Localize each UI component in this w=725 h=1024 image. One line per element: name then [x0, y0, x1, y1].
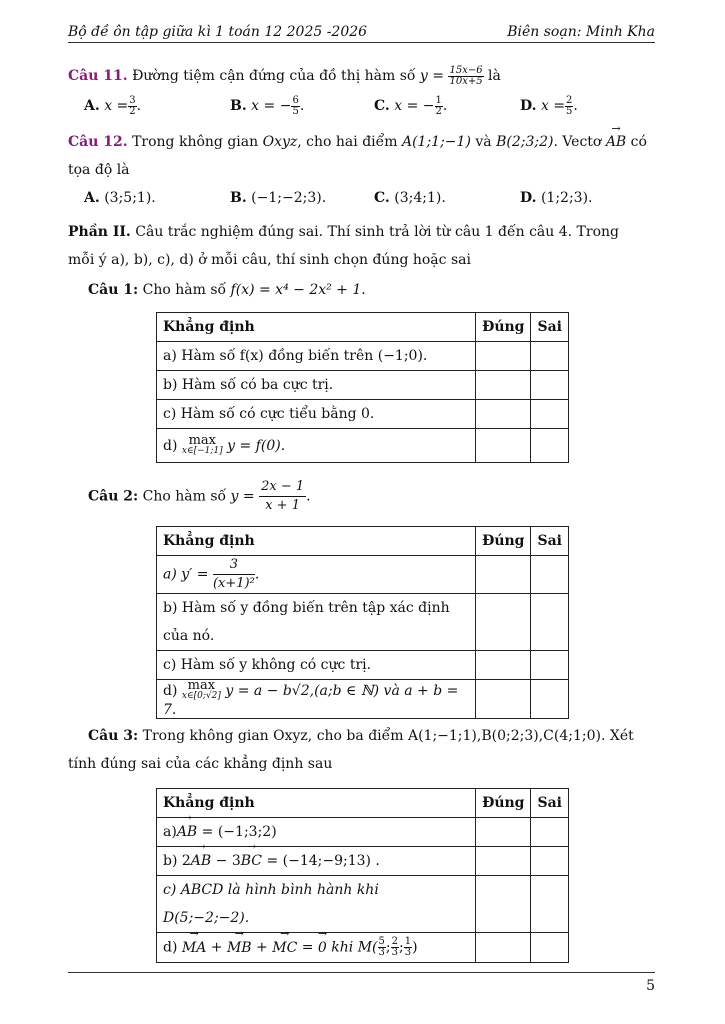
- option-b[interactable]: [230, 184, 326, 212]
- close-paren: ): [412, 939, 418, 956]
- point-b: B(2;3;2): [496, 134, 554, 150]
- numerator: 2: [566, 94, 573, 106]
- denominator: 2: [435, 105, 442, 117]
- denominator: 5: [292, 105, 299, 117]
- numerator: 2: [391, 936, 398, 947]
- option-letter: C.: [374, 98, 390, 114]
- vector-ab: → AB: [606, 128, 626, 156]
- numerator: 1: [435, 94, 442, 106]
- option-letter: D.: [520, 98, 537, 114]
- statement-line: D(5;−2;−2).: [163, 910, 250, 926]
- formula: f(x) = x⁴ − 2x² + 1.: [230, 282, 366, 298]
- table-cau-3: [156, 788, 569, 963]
- option-letter: D.: [520, 190, 537, 206]
- question-label: Câu 12.: [68, 134, 128, 150]
- option-c[interactable]: C. x = − $\frac{1}{2}$ .: [374, 94, 448, 117]
- false-cell[interactable]: [531, 429, 569, 463]
- table-row: [157, 680, 569, 719]
- question-text: có: [630, 134, 647, 150]
- numerator: 6: [292, 94, 299, 106]
- row-prefix: b) 2: [163, 853, 191, 869]
- question-label: Câu 11.: [68, 68, 128, 84]
- row-prefix: a): [163, 824, 177, 840]
- header-author: Biên soạn: Minh Kha: [507, 24, 655, 40]
- condition-text: khi M(: [326, 939, 378, 956]
- fraction: [213, 556, 255, 593]
- denominator: 5: [566, 105, 573, 117]
- fraction: [259, 478, 306, 515]
- statement-c: c) Hàm số có cực tiểu bằng 0.: [157, 400, 476, 429]
- point-a: A(1;1;−1): [401, 134, 471, 150]
- question-text: Đường tiệm cận đứng của đồ thị hàm số: [132, 68, 416, 84]
- fraction: [291, 96, 299, 117]
- table-row: [157, 400, 569, 429]
- true-cell[interactable]: [476, 876, 531, 933]
- row-prefix: a) y′ =: [163, 566, 209, 583]
- false-cell[interactable]: [531, 371, 569, 400]
- row-formula: y = a − b√2,(a;b ∈ ℕ) và a + b = 7.: [163, 683, 459, 718]
- max-operator: [182, 680, 221, 702]
- row-prefix: d): [163, 683, 178, 699]
- fraction: [448, 66, 483, 87]
- false-cell[interactable]: [531, 876, 569, 933]
- numerator: 15x−6: [449, 64, 483, 76]
- max-label: max: [188, 432, 216, 448]
- vector-mb: → MB: [227, 940, 252, 956]
- question-text: Cho hàm số: [142, 282, 227, 298]
- question-12-options: [68, 184, 658, 212]
- option-c[interactable]: [374, 184, 446, 212]
- true-cell[interactable]: [476, 556, 531, 594]
- vector-ab: → AB: [191, 853, 211, 869]
- numerator: 1: [404, 936, 412, 947]
- question-text: Trong không gian Oxyz, cho ba điểm A(1;−1;1),B(0;2;3),C(4;1;0). Xét: [142, 728, 634, 744]
- max-operator: [181, 432, 223, 457]
- option-b[interactable]: B. x = − $\frac{6}{5}$ .: [230, 94, 305, 117]
- header-title: Bộ đề ôn tập giữa kì 1 toán 12 2025 -2026: [68, 24, 368, 40]
- true-cell[interactable]: [476, 342, 531, 371]
- page-number: 5: [646, 978, 655, 994]
- operator: − 3: [211, 853, 241, 869]
- true-cell[interactable]: [476, 847, 531, 876]
- table-header-row: [157, 789, 569, 818]
- header-true: Đúng: [476, 789, 531, 818]
- question-tail: là: [488, 68, 501, 84]
- header-false: Sai: [531, 789, 569, 818]
- question-text: . Vectơ: [553, 134, 602, 150]
- option-d[interactable]: D. x = $\frac{2}{5}$ .: [520, 94, 578, 117]
- statement-d: [157, 429, 476, 463]
- denominator: x + 1: [265, 498, 300, 513]
- true-cell[interactable]: [476, 818, 531, 847]
- denominator: 10x+5: [449, 75, 483, 87]
- question-text: , cho hai điểm: [297, 134, 398, 150]
- statement-line: b) Hàm số y đồng biến trên tập xác định: [163, 600, 450, 616]
- operator: +: [251, 939, 273, 956]
- operator: =: [297, 939, 318, 956]
- false-cell[interactable]: [531, 847, 569, 876]
- false-cell[interactable]: [531, 818, 569, 847]
- vector-mc: → MC: [272, 940, 297, 956]
- header-true: Đúng: [476, 527, 531, 556]
- option-value: (3;4;1).: [394, 190, 446, 206]
- false-cell[interactable]: [531, 556, 569, 594]
- true-cell[interactable]: [476, 400, 531, 429]
- table-row: [157, 876, 569, 933]
- false-cell[interactable]: [531, 342, 569, 371]
- row-formula: = (−1;3;2): [197, 824, 277, 840]
- vector-ab: → AB: [177, 824, 197, 840]
- part-title: Phần II.: [68, 224, 131, 240]
- table-header-row: [157, 313, 569, 342]
- table-row: [157, 429, 569, 463]
- statement-line: c) ABCD là hình bình hành khi: [163, 882, 379, 898]
- period: .: [254, 566, 260, 583]
- option-letter: A.: [84, 190, 100, 206]
- statement-a: a) Hàm số f(x) đồng biến trên (−1;0).: [157, 342, 476, 371]
- fraction: [128, 96, 136, 117]
- false-cell[interactable]: [531, 933, 569, 963]
- option-d[interactable]: [520, 184, 593, 212]
- statement-d: d) → MA + → MB + → MC = → 0 khi M( $\frac{5}{3}$ ; $\frac{2}{3}$ ; $\frac{1}{3}$ ): [157, 933, 476, 963]
- false-cell[interactable]: [531, 594, 569, 651]
- table-row: [157, 342, 569, 371]
- table-header-row: [157, 527, 569, 556]
- table-row: [157, 556, 569, 594]
- vector-ma: → MA: [182, 940, 206, 956]
- denominator: (x+1)²: [212, 576, 255, 591]
- denominator: 3: [391, 947, 398, 958]
- statement-a: [157, 556, 476, 594]
- option-a[interactable]: [84, 184, 156, 212]
- question-text: Cho hàm số: [142, 488, 227, 505]
- option-letter: B.: [230, 190, 247, 206]
- false-cell[interactable]: [531, 680, 569, 719]
- fraction: [391, 937, 399, 958]
- page-header: [68, 22, 655, 43]
- table-row: [157, 818, 569, 847]
- option-lhs: x =: [104, 98, 129, 114]
- fraction: [565, 96, 573, 117]
- page-footer-line: [68, 972, 655, 973]
- part-2-intro: [68, 218, 658, 274]
- fraction: [378, 937, 386, 958]
- denominator: 3: [404, 947, 412, 958]
- max-label: max: [187, 678, 216, 693]
- numerator: 2x − 1: [259, 478, 306, 497]
- max-domain: x∈[0;√2]: [181, 691, 221, 701]
- option-value: (1;2;3).: [540, 190, 593, 206]
- fraction: [404, 937, 412, 958]
- table-cau-2: [156, 526, 569, 719]
- header-statement: Khẳng định: [157, 313, 476, 342]
- option-lhs: x = −: [251, 98, 292, 114]
- period: .: [306, 488, 311, 505]
- header-statement: Khẳng định: [157, 527, 476, 556]
- option-a[interactable]: A. x = $\frac{3}{2}$ .: [84, 94, 142, 117]
- question-11-options: [68, 92, 658, 120]
- question-label: Câu 1:: [88, 282, 139, 298]
- statement-b: [157, 594, 476, 651]
- cau-2: [88, 478, 678, 515]
- conjunction: và: [475, 134, 492, 150]
- true-cell[interactable]: [476, 429, 531, 463]
- question-label: Câu 3:: [88, 728, 139, 744]
- true-cell[interactable]: [476, 371, 531, 400]
- max-domain: x∈[−1;1]: [181, 445, 223, 456]
- table-row: [157, 933, 569, 963]
- denominator: 3: [378, 947, 385, 958]
- question-11: [68, 62, 658, 90]
- question-12: [68, 128, 658, 184]
- true-cell[interactable]: [476, 933, 531, 963]
- statement-line: của nó.: [163, 628, 215, 644]
- coord-system: Oxyz: [262, 134, 298, 150]
- false-cell[interactable]: [531, 400, 569, 429]
- option-lhs: x =: [540, 98, 566, 114]
- part-text: mỗi ý a), b), c), d) ở mỗi câu, thí sinh chọn đúng hoặc sai: [68, 252, 471, 268]
- statement-b: [157, 847, 476, 876]
- question-label: Câu 2:: [88, 488, 139, 505]
- numerator: 3: [213, 556, 255, 575]
- formula-lhs: y =: [230, 488, 255, 505]
- part-text: Câu trắc nghiệm đúng sai. Thí sinh trả lời từ câu 1 đến câu 4. Trong: [135, 224, 619, 240]
- statement-d: [157, 680, 476, 719]
- option-value: (3;5;1).: [104, 190, 156, 206]
- true-cell[interactable]: [476, 680, 531, 719]
- question-text: tọa độ là: [68, 162, 130, 178]
- false-cell[interactable]: [531, 651, 569, 680]
- true-cell[interactable]: [476, 594, 531, 651]
- row-prefix: d): [163, 437, 178, 454]
- header-false: Sai: [531, 313, 569, 342]
- option-letter: A.: [84, 98, 100, 114]
- formula-lhs: y =: [419, 68, 445, 84]
- cau-1: [88, 276, 678, 304]
- header-true: Đúng: [476, 313, 531, 342]
- cau-3: [68, 722, 658, 778]
- vector-bc: → BC: [241, 853, 262, 869]
- numerator: 5: [378, 936, 385, 947]
- header-false: Sai: [531, 527, 569, 556]
- zero-vector: → 0: [318, 940, 327, 956]
- operator: +: [206, 939, 227, 956]
- table-row: [157, 371, 569, 400]
- row-formula: y = f(0).: [227, 437, 286, 454]
- statement-c: c) Hàm số y không có cực trị.: [157, 651, 476, 680]
- table-cau-1: [156, 312, 569, 463]
- question-text: tính đúng sai của các khẳng định sau: [68, 756, 333, 772]
- denominator: 2: [129, 105, 136, 117]
- fraction: [435, 96, 443, 117]
- statement-b: b) Hàm số có ba cực trị.: [157, 371, 476, 400]
- question-text: Trong không gian: [132, 134, 259, 150]
- statement-c: [157, 876, 476, 933]
- row-formula: = (−14;−9;13) .: [262, 853, 380, 869]
- row-prefix: d): [163, 939, 182, 956]
- table-row: [157, 594, 569, 651]
- option-letter: C.: [374, 190, 390, 206]
- option-letter: B.: [230, 98, 247, 114]
- option-lhs: x = −: [394, 98, 435, 114]
- header-statement: Khẳng định: [157, 789, 476, 818]
- table-row: [157, 847, 569, 876]
- numerator: 3: [129, 94, 136, 106]
- table-row: [157, 651, 569, 680]
- true-cell[interactable]: [476, 651, 531, 680]
- option-value: (−1;−2;3).: [251, 190, 327, 206]
